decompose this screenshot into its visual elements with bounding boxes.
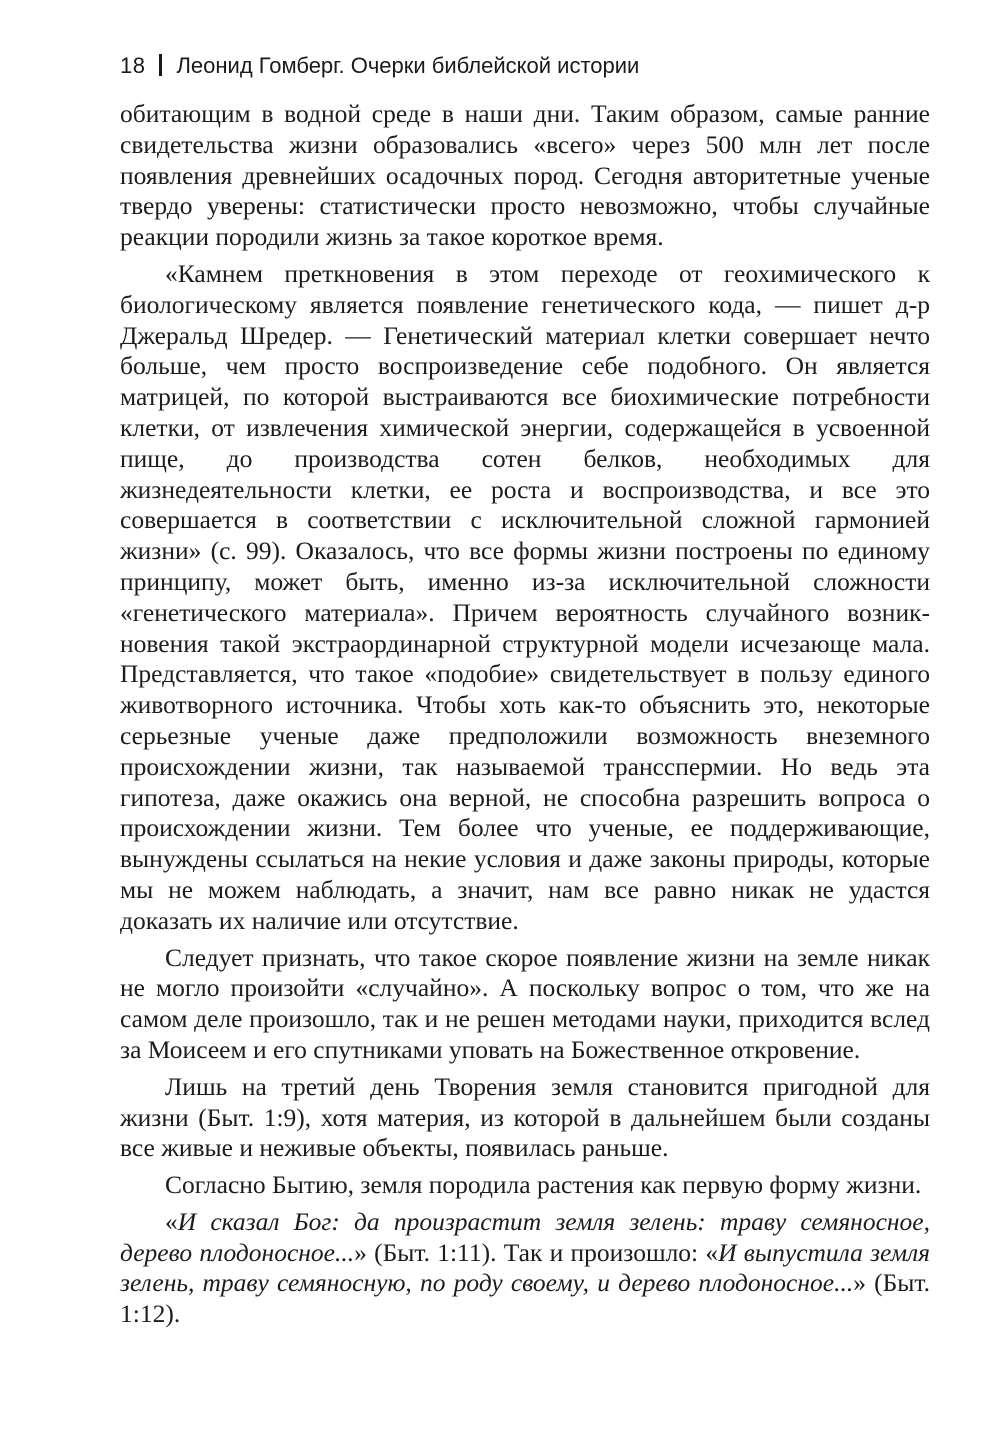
paragraph: обитающим в водной среде в наши дни. Таким образом, самые ранние свидетельства жизни образовались «всего» через 500 млн лет после появления древнейших осадочных пород. Сегодня авторитетные ученые твердо уверены: статистически просто невозможно, чтобы случайные реакции породили жизнь за такое короткое время. bbox=[120, 99, 930, 252]
quote-open: « bbox=[165, 1206, 178, 1236]
scripture-quote bbox=[120, 1207, 930, 1330]
paragraph: Следует признать, что такое скорое появление жизни на земле никак не могло произойти «случайно». А поскольку вопрос о том, что же на самом деле произошло, так и не решен методами науки, приходится вслед за Моисеем и его спутниками уповать на Божественное откровение. bbox=[120, 942, 930, 1064]
quote-reference: » (Быт. 1:12). bbox=[120, 1268, 930, 1329]
body-text bbox=[120, 99, 930, 1336]
paragraph: Лишь на третий день Творения земля становится пригодной для жизни (Быт. 1:9), хотя материя, из которой в дальнейшем были созданы все живые и неживые объекты, появилась раньше. bbox=[120, 1071, 930, 1163]
header-separator bbox=[159, 54, 162, 76]
paragraph: Согласно Бытию, земля породила растения как первую форму жизни. bbox=[165, 1170, 922, 1200]
quote-italic: И сказал Бог: да произрастит земля зелень: траву семяносное, дерево плодоносное... bbox=[120, 1206, 930, 1267]
running-head bbox=[120, 50, 639, 82]
quote-reference: » (Быт. 1:11). Так и произошло: « bbox=[354, 1237, 719, 1267]
running-title: Леонид Гомберг. Очерки библейской истории bbox=[176, 53, 640, 78]
page-number: 18 bbox=[120, 53, 146, 78]
paragraph: «Камнем преткновения в этом переходе от геохимического к биологическому является появление генетического кода, — пишет д-р Джеральд Шредер. — Генетический материал клетки совершает нечто больше, чем просто воспроизведение себе подобного. Он является матрицей, по которой выстраиваются все биохимические потребности клетки, от извлечения химической энергии, содержащейся в усвоенной пище, до производства сотен белков, необходимых для жизнедеятельности клетки, ее роста и воспроизводства, и все это совершается в соответствии с исключительной сложной гармонией жизни» (с. 99). Оказалось, что все формы жизни построены по единому принципу, может быть, именно из-за исключительной сложности «генетического материала». Причем вероятность случайного возникновения такой экстраординарной структурной модели исчезающе мала. Представляется, что такое «подобие» свидетельствует в пользу единого животворного источника. Чтобы хоть как-то объяснить это, некоторые серьезные ученые даже предположили возможность внеземного происхождении жизни, так называемой трансспермии. Но ведь эта гипотеза, даже окажись она верной, не способна разрешить вопроса о происхождении жизни. Тем более что ученые, ее поддерживающие, вынуждены ссылаться на некие условия и даже законы природы, которые мы не можем наблюдать, а значит, нам все равно никак не удастся доказать их наличие или отсутствие. bbox=[120, 258, 930, 935]
quote-italic: И выпустила земля зелень, траву семяносную, по роду своему, и дерево плодоносное... bbox=[120, 1237, 930, 1298]
